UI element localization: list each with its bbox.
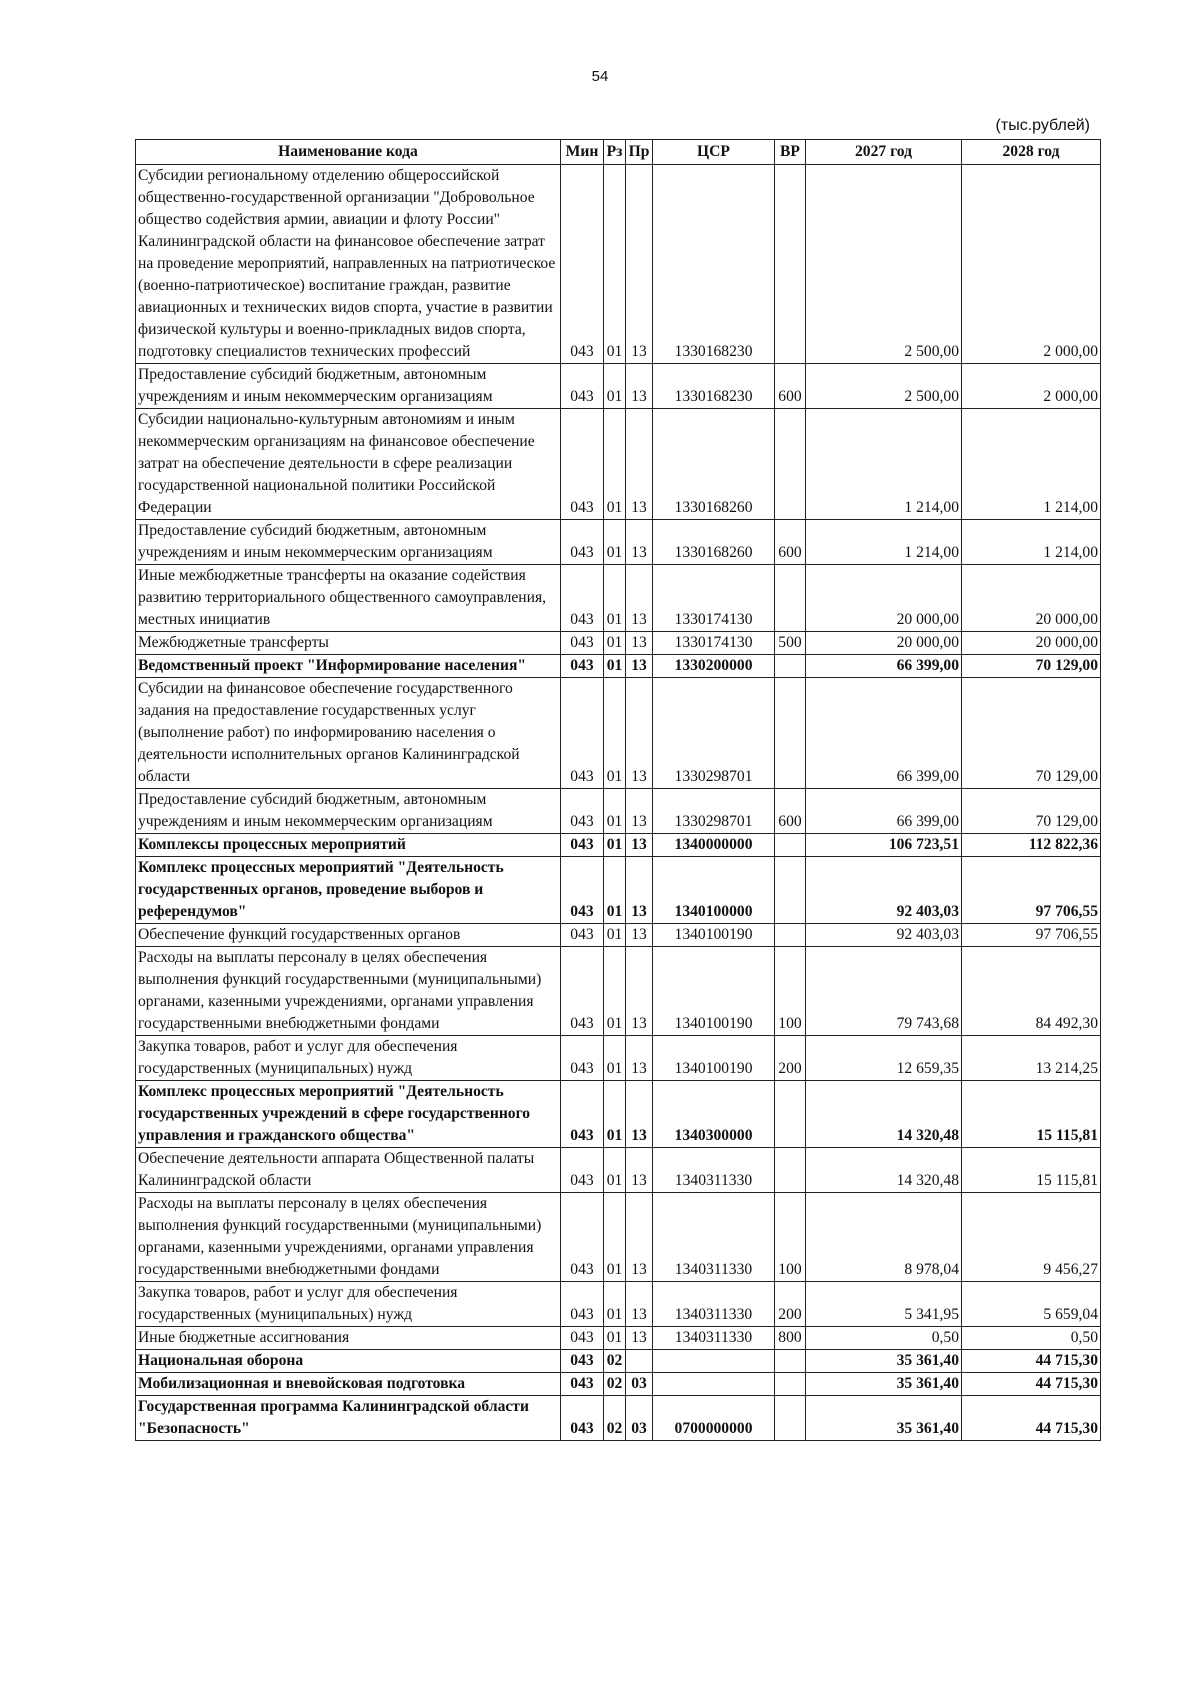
- cell-pr: 13: [626, 565, 653, 632]
- cell-2028: 20 000,00: [962, 632, 1101, 655]
- cell-rz: 01: [604, 1282, 626, 1327]
- cell-name: Государственная программа Калининградской области "Безопасность": [136, 1396, 561, 1441]
- table-row: [136, 409, 1101, 520]
- cell-min: 043: [561, 678, 604, 789]
- cell-csr: [653, 1373, 775, 1396]
- cell-csr: 1330168230: [653, 165, 775, 364]
- cell-vr: [775, 1148, 806, 1193]
- cell-min: 043: [561, 565, 604, 632]
- cell-pr: 13: [626, 924, 653, 947]
- cell-min: 043: [561, 409, 604, 520]
- cell-pr: 13: [626, 632, 653, 655]
- cell-name: Комплекс процессных мероприятий "Деятельность государственных учреждений в сфере государственного управления и гражданского общества": [136, 1081, 561, 1148]
- cell-2027: 1 214,00: [806, 409, 962, 520]
- cell-2028: 1 214,00: [962, 520, 1101, 565]
- cell-name: Иные бюджетные ассигнования: [136, 1327, 561, 1350]
- cell-rz: 01: [604, 678, 626, 789]
- header-pr: Пр: [626, 140, 653, 165]
- cell-csr: [653, 1350, 775, 1373]
- cell-pr: 03: [626, 1373, 653, 1396]
- cell-name: Мобилизационная и вневойсковая подготовка: [136, 1373, 561, 1396]
- header-2028: 2028 год: [962, 140, 1101, 165]
- cell-vr: [775, 857, 806, 924]
- table-row: [136, 655, 1101, 678]
- cell-name: Ведомственный проект "Информирование населения": [136, 655, 561, 678]
- cell-rz: 01: [604, 857, 626, 924]
- header-rz: Рз: [604, 140, 626, 165]
- cell-csr: 1340100190: [653, 1036, 775, 1081]
- cell-2027: 66 399,00: [806, 678, 962, 789]
- cell-2028: 97 706,55: [962, 924, 1101, 947]
- cell-csr: 0700000000: [653, 1396, 775, 1441]
- cell-csr: 1340100000: [653, 857, 775, 924]
- cell-min: 043: [561, 789, 604, 834]
- cell-pr: 13: [626, 364, 653, 409]
- table-row: [136, 364, 1101, 409]
- cell-min: 043: [561, 1373, 604, 1396]
- cell-vr: [775, 1081, 806, 1148]
- cell-min: 043: [561, 364, 604, 409]
- cell-pr: 13: [626, 1081, 653, 1148]
- cell-2027: 92 403,03: [806, 857, 962, 924]
- cell-2028: 2 000,00: [962, 165, 1101, 364]
- cell-2028: 15 115,81: [962, 1081, 1101, 1148]
- cell-vr: [775, 165, 806, 364]
- cell-2028: 112 822,36: [962, 834, 1101, 857]
- cell-csr: 1330168230: [653, 364, 775, 409]
- table-row: [136, 1327, 1101, 1350]
- cell-rz: 01: [604, 1327, 626, 1350]
- table-row: [136, 1350, 1101, 1373]
- header-vr: ВР: [775, 140, 806, 165]
- cell-2028: 13 214,25: [962, 1036, 1101, 1081]
- cell-vr: [775, 1350, 806, 1373]
- cell-csr: 1330174130: [653, 632, 775, 655]
- cell-name: Предоставление субсидий бюджетным, автономным учреждениям и иным некоммерческим организациям: [136, 789, 561, 834]
- cell-name: Национальная оборона: [136, 1350, 561, 1373]
- cell-2027: 0,50: [806, 1327, 962, 1350]
- cell-2028: 9 456,27: [962, 1193, 1101, 1282]
- cell-pr: 03: [626, 1396, 653, 1441]
- cell-csr: 1330168260: [653, 520, 775, 565]
- cell-2027: 66 399,00: [806, 655, 962, 678]
- cell-2027: 79 743,68: [806, 947, 962, 1036]
- cell-csr: 1330174130: [653, 565, 775, 632]
- cell-pr: 13: [626, 1282, 653, 1327]
- cell-2028: 44 715,30: [962, 1350, 1101, 1373]
- cell-2028: 70 129,00: [962, 789, 1101, 834]
- cell-pr: 13: [626, 1327, 653, 1350]
- table-row: [136, 1193, 1101, 1282]
- cell-rz: 01: [604, 632, 626, 655]
- table-row: [136, 1396, 1101, 1441]
- cell-rz: 02: [604, 1373, 626, 1396]
- cell-csr: 1340000000: [653, 834, 775, 857]
- cell-csr: 1340300000: [653, 1081, 775, 1148]
- cell-name: Субсидии региональному отделению общероссийской общественно-государственной организации "Добровольное общество содействия армии, авиации и флоту России" Калининградской области на финансовое обеспечение затрат на проведение мероприятий, направленных на патриотическое (военно-патриотическое) воспитание граждан, развитие авиационных и технических видов спорта, участие в развитии физической культуры и военно-прикладных видов спорта, подготовку специалистов технических профессий: [136, 165, 561, 364]
- header-name: Наименование кода: [136, 140, 561, 165]
- table-row: [136, 1148, 1101, 1193]
- table-row: [136, 1282, 1101, 1327]
- cell-pr: 13: [626, 1036, 653, 1081]
- cell-pr: [626, 1350, 653, 1373]
- cell-min: 043: [561, 924, 604, 947]
- header-csr: ЦСР: [653, 140, 775, 165]
- table-row: [136, 834, 1101, 857]
- cell-min: 043: [561, 1081, 604, 1148]
- cell-rz: 01: [604, 165, 626, 364]
- cell-pr: 13: [626, 678, 653, 789]
- cell-name: Расходы на выплаты персоналу в целях обеспечения выполнения функций государственными (муниципальными) органами, казенными учреждениями, органами управления государственными внебюджетными фондами: [136, 1193, 561, 1282]
- cell-name: Закупка товаров, работ и услуг для обеспечения государственных (муниципальных) нужд: [136, 1282, 561, 1327]
- cell-rz: 01: [604, 924, 626, 947]
- cell-2027: 35 361,40: [806, 1373, 962, 1396]
- cell-2027: 14 320,48: [806, 1148, 962, 1193]
- cell-2027: 66 399,00: [806, 789, 962, 834]
- cell-pr: 13: [626, 857, 653, 924]
- cell-vr: 600: [775, 789, 806, 834]
- cell-name: Субсидии национально-культурным автономиям и иным некоммерческим организациям на финансовое обеспечение затрат на обеспечение деятельности в сфере реализации государственной национальной политики Российской Федерации: [136, 409, 561, 520]
- cell-2027: 2 500,00: [806, 165, 962, 364]
- cell-vr: 500: [775, 632, 806, 655]
- cell-pr: 13: [626, 1148, 653, 1193]
- cell-pr: 13: [626, 165, 653, 364]
- cell-rz: 01: [604, 1193, 626, 1282]
- cell-2027: 14 320,48: [806, 1081, 962, 1148]
- cell-2028: 44 715,30: [962, 1396, 1101, 1441]
- cell-pr: 13: [626, 655, 653, 678]
- cell-2028: 2 000,00: [962, 364, 1101, 409]
- table-row: [136, 520, 1101, 565]
- cell-rz: 01: [604, 1148, 626, 1193]
- cell-rz: 01: [604, 1036, 626, 1081]
- cell-name: Комплекс процессных мероприятий "Деятельность государственных органов, проведение выборов и референдумов": [136, 857, 561, 924]
- cell-name: Предоставление субсидий бюджетным, автономным учреждениям и иным некоммерческим организациям: [136, 520, 561, 565]
- cell-2027: 8 978,04: [806, 1193, 962, 1282]
- cell-rz: 02: [604, 1350, 626, 1373]
- cell-rz: 01: [604, 364, 626, 409]
- table-row: [136, 947, 1101, 1036]
- cell-rz: 01: [604, 655, 626, 678]
- cell-csr: 1340311330: [653, 1282, 775, 1327]
- cell-min: 043: [561, 1282, 604, 1327]
- cell-vr: [775, 678, 806, 789]
- cell-vr: [775, 565, 806, 632]
- cell-vr: 600: [775, 520, 806, 565]
- cell-2027: 5 341,95: [806, 1282, 962, 1327]
- cell-min: 043: [561, 520, 604, 565]
- cell-pr: 13: [626, 947, 653, 1036]
- cell-name: Субсидии на финансовое обеспечение государственного задания на предоставление государственных услуг (выполнение работ) по информированию населения о деятельности исполнительных органов Калининградской области: [136, 678, 561, 789]
- cell-name: Иные межбюджетные трансферты на оказание содействия развитию территориального общественного самоуправления, местных инициатив: [136, 565, 561, 632]
- cell-min: 043: [561, 632, 604, 655]
- cell-2028: 44 715,30: [962, 1373, 1101, 1396]
- units-label: (тыс.рублей): [995, 117, 1090, 134]
- cell-csr: 1330298701: [653, 678, 775, 789]
- cell-min: 043: [561, 1396, 604, 1441]
- cell-csr: 1340100190: [653, 947, 775, 1036]
- cell-name: Закупка товаров, работ и услуг для обеспечения государственных (муниципальных) нужд: [136, 1036, 561, 1081]
- cell-2028: 70 129,00: [962, 655, 1101, 678]
- cell-min: 043: [561, 1036, 604, 1081]
- cell-name: Расходы на выплаты персоналу в целях обеспечения выполнения функций государственными (муниципальными) органами, казенными учреждениями, органами управления государственными внебюджетными фондами: [136, 947, 561, 1036]
- cell-vr: [775, 409, 806, 520]
- cell-rz: 01: [604, 1081, 626, 1148]
- cell-2028: 15 115,81: [962, 1148, 1101, 1193]
- cell-2028: 1 214,00: [962, 409, 1101, 520]
- header-2027: 2027 год: [806, 140, 962, 165]
- cell-2028: 97 706,55: [962, 857, 1101, 924]
- cell-vr: [775, 834, 806, 857]
- cell-2027: 1 214,00: [806, 520, 962, 565]
- cell-2027: 20 000,00: [806, 565, 962, 632]
- table-row: [136, 565, 1101, 632]
- header-row: [136, 140, 1101, 165]
- cell-rz: 01: [604, 834, 626, 857]
- cell-2028: 0,50: [962, 1327, 1101, 1350]
- cell-min: 043: [561, 1148, 604, 1193]
- cell-csr: 1330168260: [653, 409, 775, 520]
- cell-2028: 70 129,00: [962, 678, 1101, 789]
- cell-vr: [775, 924, 806, 947]
- cell-min: 043: [561, 834, 604, 857]
- budget-table: [135, 139, 1101, 1441]
- cell-rz: 01: [604, 409, 626, 520]
- cell-2027: 106 723,51: [806, 834, 962, 857]
- table-row: [136, 1081, 1101, 1148]
- cell-2027: 20 000,00: [806, 632, 962, 655]
- cell-vr: [775, 1396, 806, 1441]
- cell-rz: 01: [604, 565, 626, 632]
- cell-name: Обеспечение функций государственных органов: [136, 924, 561, 947]
- cell-2027: 35 361,40: [806, 1396, 962, 1441]
- cell-rz: 02: [604, 1396, 626, 1441]
- cell-min: 043: [561, 1327, 604, 1350]
- cell-vr: 800: [775, 1327, 806, 1350]
- cell-csr: 1340311330: [653, 1193, 775, 1282]
- table-row: [136, 1373, 1101, 1396]
- cell-2028: 84 492,30: [962, 947, 1101, 1036]
- cell-vr: 100: [775, 1193, 806, 1282]
- table-row: [136, 165, 1101, 364]
- cell-csr: 1340100190: [653, 924, 775, 947]
- cell-name: Межбюджетные трансферты: [136, 632, 561, 655]
- cell-csr: 1340311330: [653, 1148, 775, 1193]
- cell-name: Комплексы процессных мероприятий: [136, 834, 561, 857]
- page-number: 54: [591, 68, 609, 85]
- cell-pr: 13: [626, 520, 653, 565]
- cell-min: 043: [561, 857, 604, 924]
- cell-min: 043: [561, 165, 604, 364]
- cell-2028: 5 659,04: [962, 1282, 1101, 1327]
- cell-vr: 600: [775, 364, 806, 409]
- cell-pr: 13: [626, 834, 653, 857]
- cell-min: 043: [561, 947, 604, 1036]
- header-min: Мин: [561, 140, 604, 165]
- cell-vr: 200: [775, 1282, 806, 1327]
- cell-pr: 13: [626, 789, 653, 834]
- cell-2028: 20 000,00: [962, 565, 1101, 632]
- cell-2027: 92 403,03: [806, 924, 962, 947]
- table-body: [136, 165, 1101, 1441]
- table-row: [136, 1036, 1101, 1081]
- cell-rz: 01: [604, 947, 626, 1036]
- cell-rz: 01: [604, 520, 626, 565]
- cell-csr: 1330298701: [653, 789, 775, 834]
- table-row: [136, 857, 1101, 924]
- cell-min: 043: [561, 1193, 604, 1282]
- cell-vr: [775, 1373, 806, 1396]
- cell-pr: 13: [626, 409, 653, 520]
- table-row: [136, 924, 1101, 947]
- cell-min: 043: [561, 655, 604, 678]
- table-row: [136, 789, 1101, 834]
- cell-vr: 100: [775, 947, 806, 1036]
- cell-csr: 1330200000: [653, 655, 775, 678]
- cell-2027: 2 500,00: [806, 364, 962, 409]
- cell-csr: 1340311330: [653, 1327, 775, 1350]
- cell-2027: 12 659,35: [806, 1036, 962, 1081]
- cell-pr: 13: [626, 1193, 653, 1282]
- cell-vr: [775, 655, 806, 678]
- cell-2027: 35 361,40: [806, 1350, 962, 1373]
- cell-name: Обеспечение деятельности аппарата Общественной палаты Калининградской области: [136, 1148, 561, 1193]
- table-row: [136, 678, 1101, 789]
- table-row: [136, 632, 1101, 655]
- cell-name: Предоставление субсидий бюджетным, автономным учреждениям и иным некоммерческим организациям: [136, 364, 561, 409]
- cell-rz: 01: [604, 789, 626, 834]
- cell-vr: 200: [775, 1036, 806, 1081]
- cell-min: 043: [561, 1350, 604, 1373]
